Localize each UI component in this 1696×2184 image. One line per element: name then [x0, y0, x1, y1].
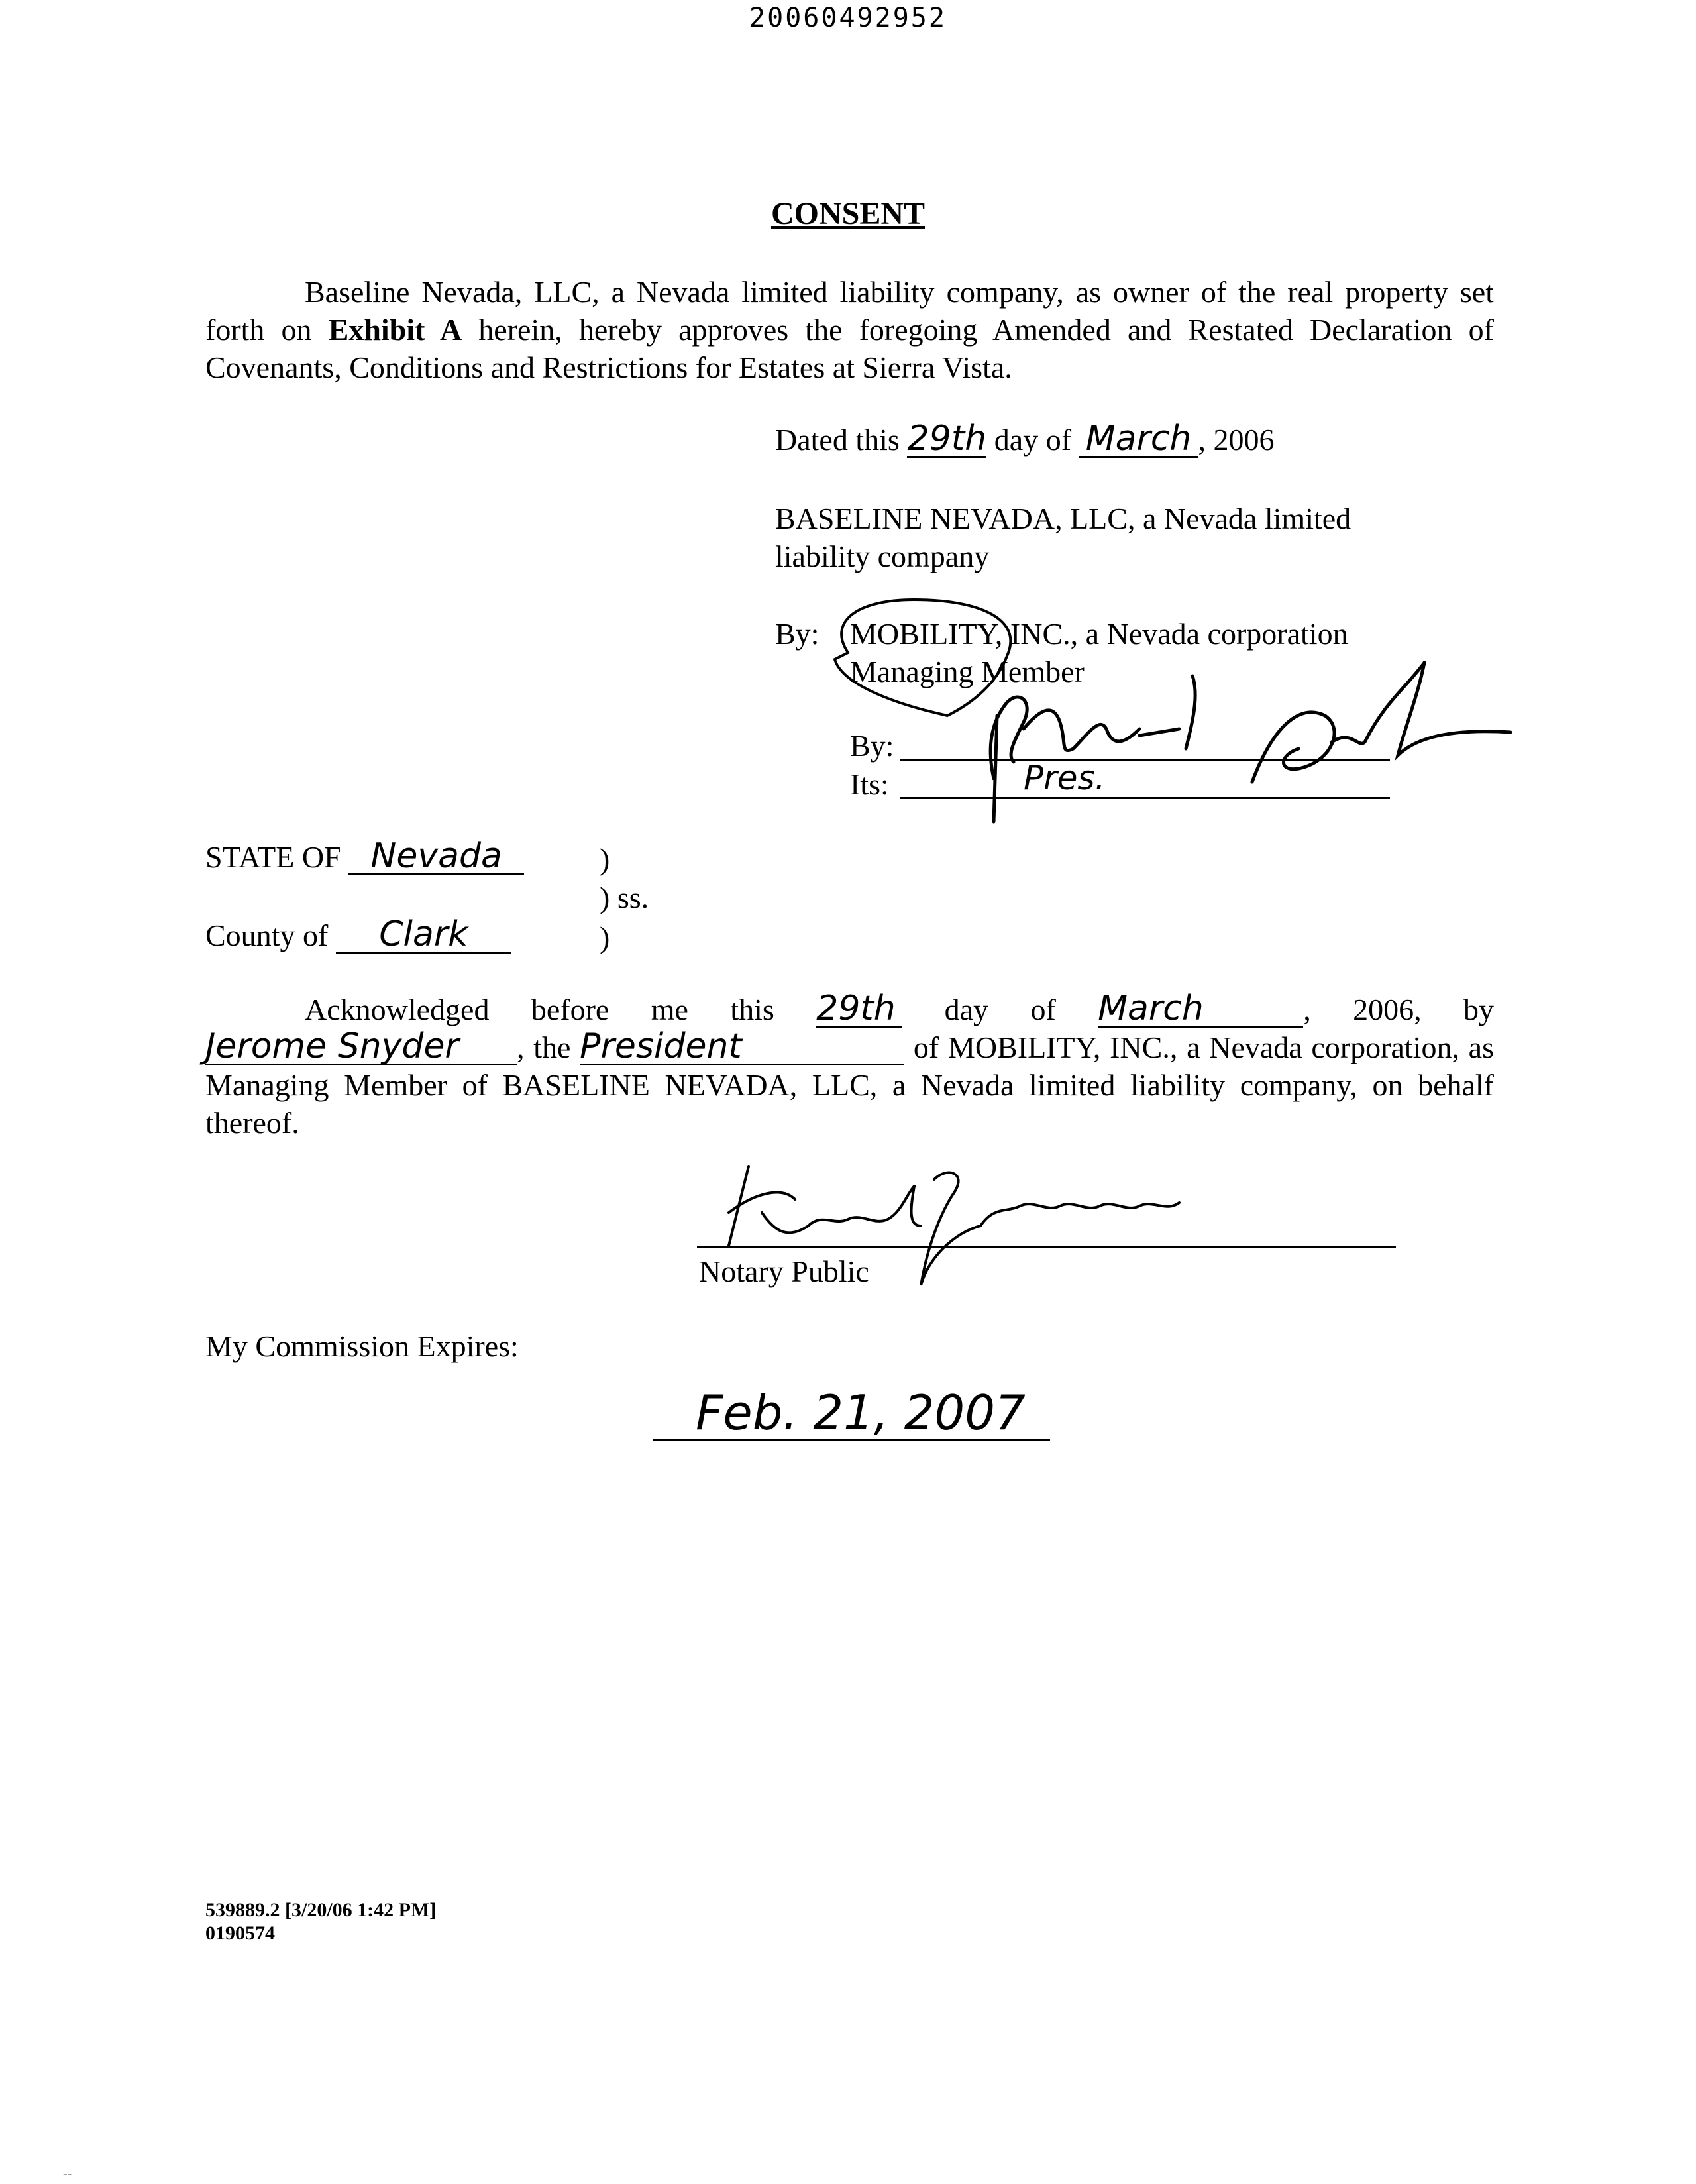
signatory-name-line1: BASELINE NEVADA, LLC, a Nevada limited [775, 502, 1352, 535]
ack-day-field: 29th [816, 991, 902, 1028]
commission-label: My Commission Expires: [205, 1329, 519, 1363]
acknowledgment-paragraph [205, 991, 1494, 1142]
ack-text-5: of MOBILITY, INC., a Nevada corporation, as Managing Member of BASELINE NEVADA, LLC, a Nevada limited liability company, on behalf thereof. [205, 1030, 1495, 1140]
ack-name-field: Jerome Snyder [205, 1029, 517, 1065]
county-field: Clark [336, 917, 511, 954]
county-line [205, 916, 511, 954]
exhibit-reference: Exhibit A [328, 313, 462, 347]
dated-middle: day of [994, 423, 1072, 457]
its-line [900, 797, 1390, 799]
paren-top: ) [600, 842, 610, 876]
consent-paragraph [205, 273, 1494, 386]
dated-month-field: March [1079, 421, 1198, 458]
paren-bottom: ) [600, 920, 610, 954]
ack-text-3: , 2006, by [1303, 993, 1494, 1026]
signatory-name-line2: liability company [775, 539, 990, 573]
state-label: STATE OF [205, 840, 341, 874]
commission-date-line [653, 1439, 1050, 1441]
consent-text-part1: Baseline Nevada, LLC, a Nevada limited liability company, as owner of the real property set forth on [205, 275, 1494, 347]
page-title: CONSENT [770, 196, 926, 231]
ack-text-1: Acknowledged before me this [305, 993, 774, 1026]
document-number: 20060492952 [749, 3, 947, 33]
signature-line [900, 759, 1390, 761]
its-label: Its: [850, 767, 889, 801]
commission-date-field: Feb. 21, 2007 [696, 1385, 1026, 1441]
member-line2: Managing Member [850, 655, 1085, 688]
state-field: Nevada [348, 839, 524, 875]
by-label: By: [775, 617, 820, 651]
ack-text-4: , the [517, 1030, 571, 1064]
its-field: Pres. [1024, 759, 1106, 797]
scan-corner-mark: -- [63, 2167, 72, 2181]
notary-label: Notary Public [699, 1254, 869, 1288]
ack-title-field: President [580, 1029, 904, 1065]
ack-text-2: day of [944, 993, 1056, 1026]
dated-year: , 2006 [1198, 423, 1275, 457]
dated-line [775, 421, 1275, 459]
county-label: County of [205, 918, 329, 952]
member-line1: MOBILITY, INC., a Nevada corporation [850, 617, 1348, 651]
consent-text-part2: herein, hereby approves the foregoing Amended and Restated Declaration of Covenants, Conditions and Restrictions for Estates at Sierra Vista. [205, 313, 1494, 384]
ack-month-field: March [1098, 991, 1303, 1028]
by2-label: By: [850, 729, 894, 763]
state-line [205, 838, 524, 876]
paren-ss: ) ss. [600, 881, 649, 914]
dated-prefix: Dated this [775, 423, 900, 457]
footer-doc-id: 0190574 [205, 1922, 275, 1944]
footer-doc-ref: 539889.2 [3/20/06 1:42 PM] [205, 1899, 437, 1921]
notary-signature-line [697, 1246, 1396, 1248]
dated-day-field: 29th [907, 419, 987, 459]
